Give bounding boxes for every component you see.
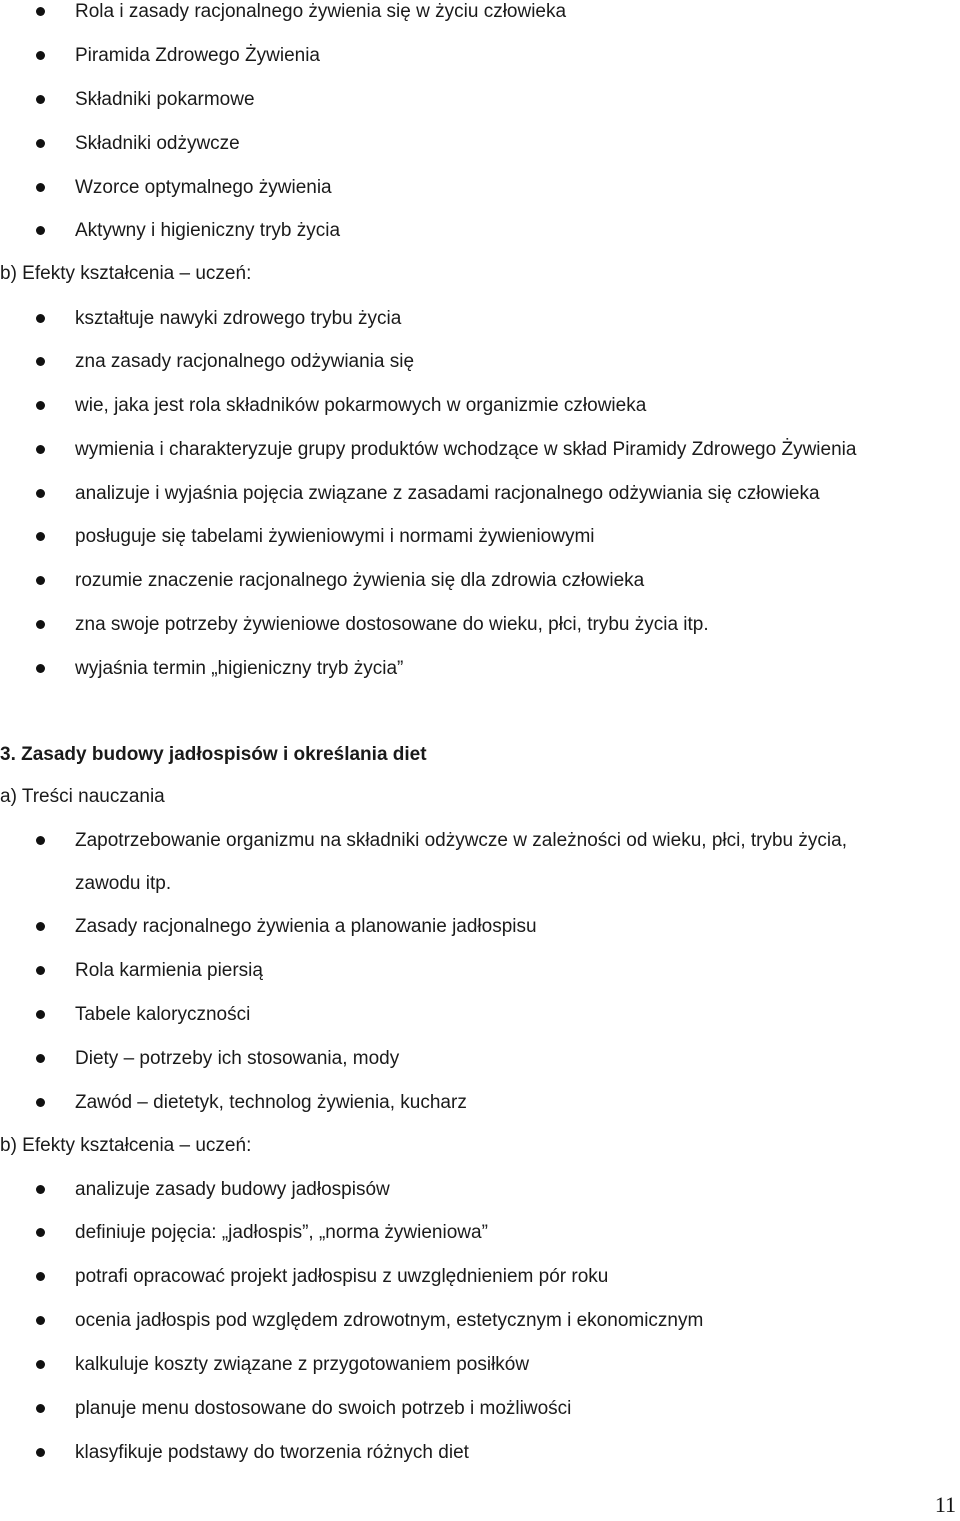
bullet-icon (36, 1448, 45, 1457)
bullet-icon (36, 401, 45, 410)
bullet-icon (36, 226, 45, 235)
bullet-icon (36, 139, 45, 148)
bullet-icon (36, 620, 45, 629)
bullet-icon (36, 489, 45, 498)
page-number: 11 (934, 1492, 956, 1517)
bullet-icon (36, 532, 45, 541)
bullet-icon (36, 51, 45, 60)
bullet-icon (36, 576, 45, 585)
bullet-icon (36, 183, 45, 192)
bullet-icon (36, 357, 45, 366)
bullet-icon (36, 1316, 45, 1325)
bullet-icon (36, 7, 45, 16)
bullet-icon (36, 664, 45, 673)
bullet-icon (36, 922, 45, 931)
document-page: Rola i zasady racjonalnego żywienia się w życiu człowieka Piramida Zdrowego Żywienia Składniki pokarmowe Składniki odżywcze Wzorce optymalnego żywienia Aktywny i higieniczny tryb życia b) Efekty kształcenia – uczeń: kształtuje nawyki zdrowego trybu życia zna zasady racjonalnego odżywiania się wie, jaka jest rola składników pokarmowych w organizmie człowieka wymienia i charakteryzuje grupy produktów wchodzące w skład Piramidy Zdrowego Żywienia analizuje i wyjaśnia pojęcia związane z zasadami racjonalnego odżywiania się człowieka posługuje się tabelami żywieniowymi i normami żywieniowymi rozumie znaczenie racjonalnego żywienia się dla zdrowia człowieka zna swoje potrzeby żywieniowe dostosowane do wieku, płci, trybu życia itp. wyjaśnia termin „higieniczny tryb życia” 3. Zasady budowy jadłospisów i określania diet a) Treści nauczania Zapotrzebowanie organizmu na składniki odżywcze w zależności od wieku, płci, trybu życia, zawodu itp. Zasady racjonalnego żywienia a planowanie jadłospisu Rola karmienia piersią Tabele kaloryczności Diety – potrzeby ich stosowania, mody Zawód – dietetyk, technolog żywienia, kucharz b) Efekty kształcenia – uczeń: analizuje zasady budowy jadłospisów definiuje pojęcia: „jadłospis”, „norma żywieniowa” potrafi opracować projekt jadłospisu z uwzględnieniem pór roku ocenia jadłospis pod względem zdrowotnym, estetycznym i ekonomicznym kalkuluje koszty związane z przygotowaniem posiłków planuje menu dostosowane do swoich potrzeb i możliwości klasyfikuje podstawy do tworzenia różnych diet 11 (0, 1, 956, 1517)
bullet-icon (36, 1098, 45, 1107)
bullet-icon (36, 314, 45, 323)
bullet-icon (36, 95, 45, 104)
bullet-icon (36, 1272, 45, 1281)
bullet-icon (36, 1360, 45, 1369)
bullet-icon (36, 1185, 45, 1194)
bullet-icon (36, 966, 45, 975)
bullet-icon (36, 445, 45, 454)
bullet-icon (36, 1404, 45, 1413)
bullet-icon (36, 836, 45, 845)
bullet-icon (36, 1010, 45, 1019)
bullet-icon (36, 1228, 45, 1237)
bullet-icon (36, 1054, 45, 1063)
